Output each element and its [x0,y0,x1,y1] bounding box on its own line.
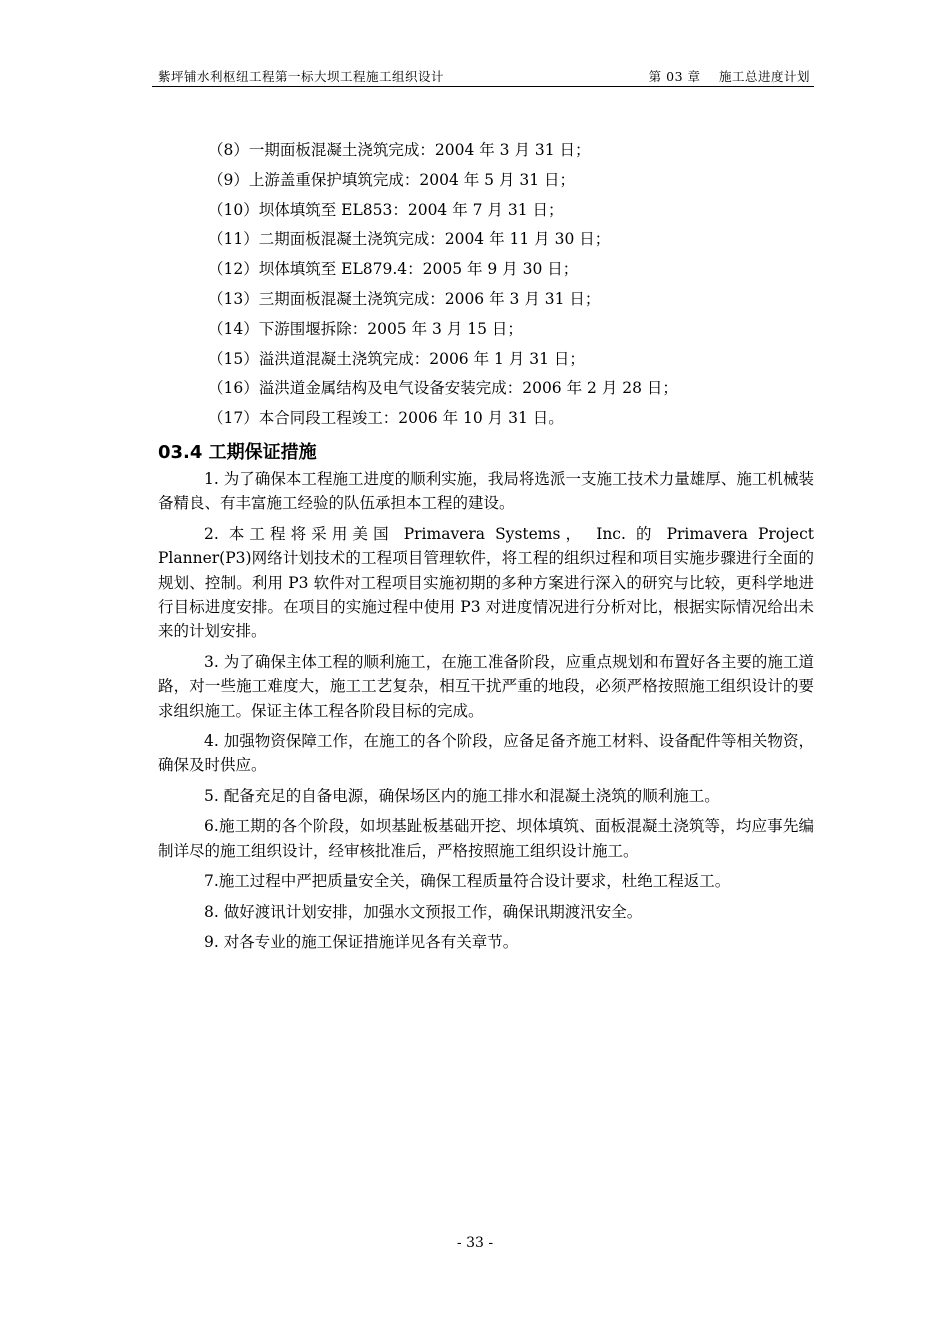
milestone-item: （11）二期面板混凝土浇筑完成：2004 年 11 月 30 日； [208,230,611,249]
paragraph: 3. 为了确保主体工程的顺利施工，在施工准备阶段，应重点规划和布置好各主要的施工道路，对一些施工难度大，施工工艺复杂，相互干扰严重的地段，必须严格按照施工组织设计的要求组织施工。保证主体工程各阶段目标的完成。 [158,652,814,720]
milestone-item: （9）上游盖重保护填筑完成：2004 年 5 月 31 日； [208,170,576,189]
milestone-item: （17）本合同段工程竣工：2006 年 10 月 31 日。 [208,409,564,428]
paragraph: 2. 本工程将采用美国 Primavera Systems， Inc. 的 Primavera Project Planner(P3)网络计划技术的工程项目管理软件，将工程的组织过程和项目实施步骤进行全面的规划、控制。利用 P3 软件对工程项目实施初期的多种方案进行深入的研究与比较，更科学地进行目标进度安排。在项目的实施过程中使用 P3 对进度情况进行分析对比，根据实际情况给出未来的计划安排。 [158,524,815,641]
header-chapter-title: 施工总进度计划 [718,69,810,84]
milestone-item: （14）下游围堰拆除：2005 年 3 月 15 日； [208,319,523,338]
page-number: - 33 - [456,1235,494,1251]
section-heading: 03.4 工期保证措施 [158,442,317,463]
milestone-item: （8）一期面板混凝土浇筑完成：2004 年 3 月 31 日； [208,141,591,159]
paragraph: 8. 做好渡讯计划安排，加强水文预报工作，确保讯期渡汛安全。 [204,902,643,921]
paragraph: 6.施工期的各个阶段，如坝基趾板基础开挖、坝体填筑、面板混凝土浇筑等，均应事先编制详尽的施工组织设计，经审核批准后，严格按照施工组织设计施工。 [158,817,814,860]
page-header [152,64,814,87]
header-document-title: 紫坪铺水利枢纽工程第一标大坝工程施工组织设计 [158,69,445,84]
paragraph: 9. 对各专业的施工保证措施详见各有关章节。 [204,932,519,951]
paragraph: 1. 为了确保本工程施工进度的顺利实施，我局将选派一支施工技术力量雄厚、施工机械装备精良、有丰富施工经验的队伍承担本工程的建设。 [158,470,814,513]
header-chapter [649,67,810,85]
milestone-item: （16）溢洪道金属结构及电气设备安装完成：2006 年 2 月 28 日； [208,379,678,398]
paragraph: 7.施工过程中严把质量安全关，确保工程质量符合设计要求，杜绝工程返工。 [204,872,731,891]
measures-body [158,467,814,960]
milestone-item: （12）坝体填筑至 EL879.4：2005 年 9 月 30 日； [208,260,579,279]
milestone-item: （13）三期面板混凝土浇筑完成：2006 年 3 月 31 日； [208,289,601,308]
paragraph: 4. 加强物资保障工作，在施工的各个阶段，应备足备齐施工材料、设备配件等相关物资，确保及时供应。 [158,732,814,775]
milestone-list [208,136,818,434]
milestone-item: （10）坝体填筑至 EL853：2004 年 7 月 31 日； [208,200,564,219]
paragraph: 5. 配备充足的自备电源，确保场区内的施工排水和混凝土浇筑的顺利施工。 [204,786,720,805]
milestone-item: （15）溢洪道混凝土浇筑完成：2006 年 1 月 31 日； [208,349,585,368]
header-chapter-number: 第 03 章 [648,69,701,84]
